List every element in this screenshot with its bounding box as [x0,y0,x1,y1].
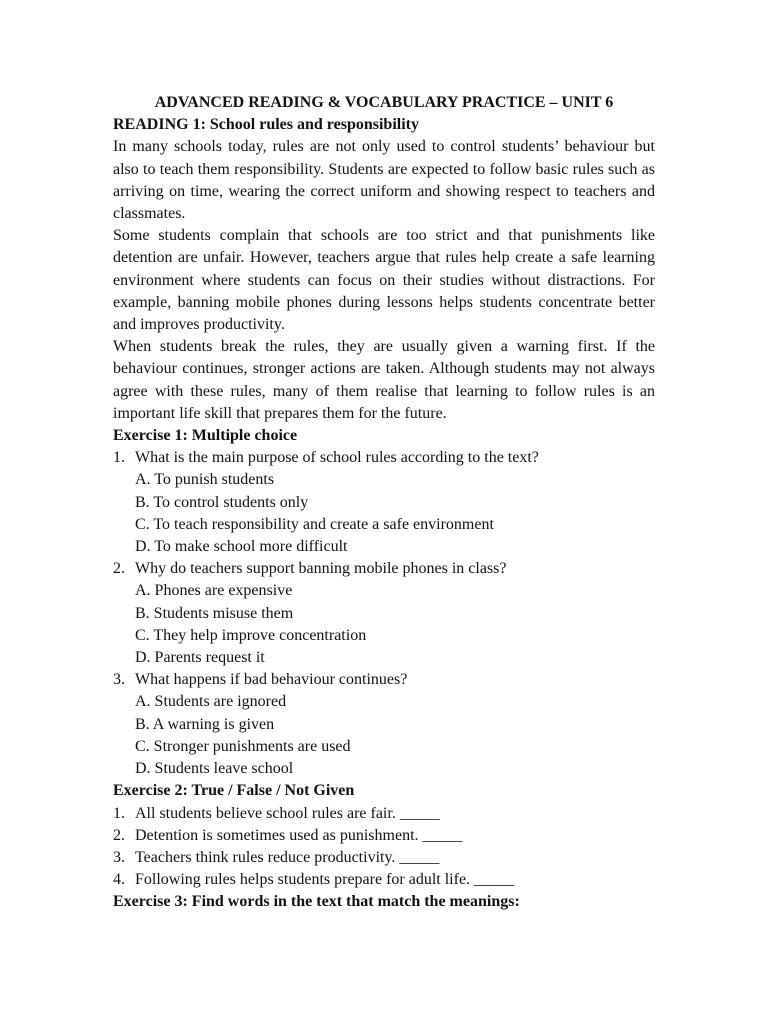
answer-option: A. Students are ignored [135,693,287,711]
exercise2-heading: Exercise 2: True / False / Not Given [113,782,355,800]
exercise1-questions [113,447,655,780]
exercise1-heading: Exercise 1: Multiple choice [113,427,298,445]
statement-number: 3. [113,848,125,866]
exercise3-heading: Exercise 3: Find words in the text that match the meanings: [113,893,520,911]
tf-statement [113,803,655,825]
reading-paragraph: When students break the rules, they are usually given a warning first. If the behaviour continues, stronger actions are taken. Although students may not always agree with these rules, many of them realise that learning to follow rules is an important life skill that prepares them for the future. [113,338,655,422]
answer-option: D. To make school more difficult [135,538,348,556]
answer-option: C. To teach responsibility and create a safe environment [135,515,494,533]
question-number: 3. [113,671,125,689]
question-text: What happens if bad behaviour continues? [135,671,408,689]
answer-option: B. Students misuse them [135,604,294,622]
statement-number: 2. [113,826,125,844]
exercise2-items [113,803,655,892]
question-text: Why do teachers support banning mobile phones in class? [135,560,507,578]
answer-option: A. To punish students [135,471,275,489]
question-item [113,669,655,780]
answer-option: B. A warning is given [135,715,275,733]
question-text: What is the main purpose of school rules according to the text? [135,449,539,467]
answer-option: D. Students leave school [135,760,294,778]
reading-paragraph: Some students complain that schools are too strict and that punishments like detention are unfair. However, teachers argue that rules help create a safe learning environment where students can focus on their studies without distractions. For example, banning mobile phones during lessons helps students concentrate better and improves productivity. [113,227,655,334]
document-page [113,92,655,914]
statement-text: Teachers think rules reduce productivity. _____ [135,848,440,866]
answer-option: B. To control students only [135,493,309,511]
statement-text: All students believe school rules are fair. _____ [135,804,440,822]
question-number: 2. [113,560,125,578]
answer-option: D. Parents request it [135,649,265,667]
statement-number: 1. [113,804,125,822]
reading-paragraph: In many schools today, rules are not only used to control students’ behaviour but also to teach them responsibility. Students are expected to follow basic rules such as arriving on time, wearing the correct uniform and showing respect to teachers and classmates. [113,138,655,223]
question-item [113,447,655,558]
answer-option: C. They help improve concentration [135,626,367,644]
statement-text: Following rules helps students prepare for adult life. _____ [135,871,515,889]
statement-number: 4. [113,871,125,889]
answer-option: C. Stronger punishments are used [135,737,351,755]
statement-text: Detention is sometimes used as punishment. _____ [135,826,463,844]
reading-heading: READING 1: School rules and responsibility [113,116,419,134]
question-number: 1. [113,449,125,467]
document-title: ADVANCED READING & VOCABULARY PRACTICE – UNIT 6 [154,94,614,111]
tf-statement [113,847,655,869]
tf-statement [113,825,655,847]
question-item [113,558,655,669]
answer-option: A. Phones are expensive [135,582,293,600]
tf-statement [113,869,655,891]
